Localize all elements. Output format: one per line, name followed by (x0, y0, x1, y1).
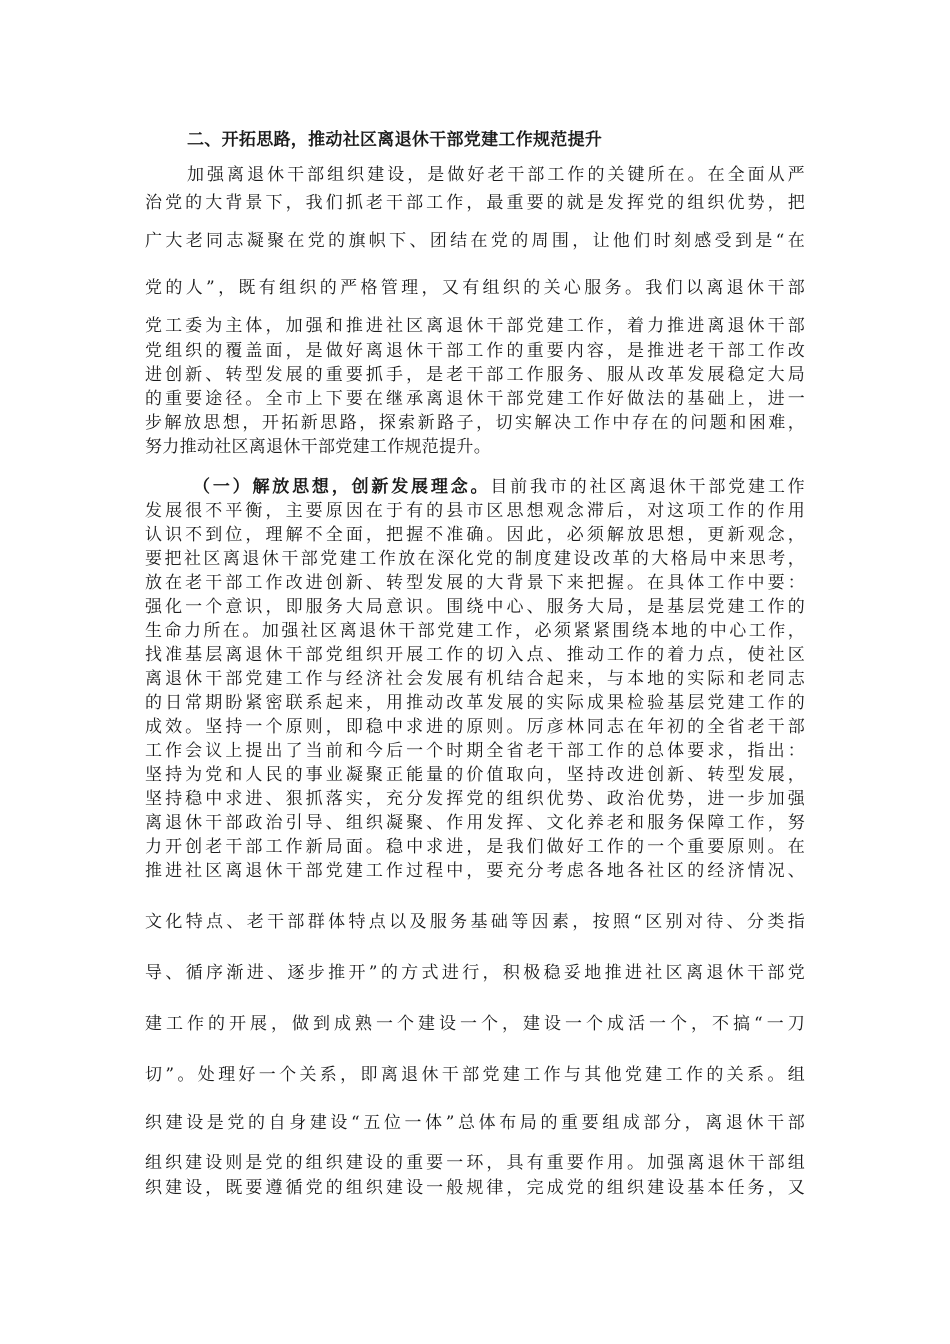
paragraph-line: 广大老同志凝聚在党的旗帜下、团结在党的周围，让他们时刻感受到是“在 (145, 231, 805, 251)
paragraph-text: 目前我市的社区离退休干部党建工作 (490, 477, 805, 497)
paragraph-line: 的重要途径。全市上下要在继承离退休干部党建工作好做法的基础上，进一 (145, 389, 805, 409)
paragraph-line: 成效。坚持一个原则，即稳中求进的原则。厉彦林同志在年初的全省老干部 (145, 717, 805, 737)
paragraph-line: 党工委为主体，加强和推进社区离退休干部党建工作，着力推进离退休干部 (145, 316, 805, 336)
paragraph-line: 生命力所在。加强社区离退休干部党建工作，必须紧紧围绕本地的中心工作， (145, 621, 805, 641)
paragraph-line: 认识不到位，理解不全面，把握不准确。因此，必须解放思想，更新观念， (145, 525, 805, 545)
paragraph-line: 织建设是党的自身建设“五位一体”总体布局的重要组成部分，离退休干部 (145, 1113, 805, 1133)
paragraph-line: 推进社区离退休干部党建工作过程中，要充分考虑各地各社区的经济情况、 (145, 861, 805, 881)
paragraph-line: 建工作的开展，做到成熟一个建设一个，建设一个成活一个，不搞“一刀 (145, 1014, 805, 1034)
paragraph-line: 治党的大背景下，我们抓老干部工作，最重要的就是发挥党的组织优势，把 (145, 193, 805, 213)
paragraph-line: 工作会议上提出了当前和今后一个时期全省老干部工作的总体要求，指出： (145, 741, 805, 761)
paragraph-line: 组织建设则是党的组织建设的重要一环，具有重要作用。加强离退休干部组 (145, 1153, 805, 1173)
subsection-heading: （一）解放思想，创新发展理念。 (193, 477, 491, 497)
paragraph-line: 离退休干部党建工作与经济社会发展有机结合起来，与本地的实际和老同志 (145, 669, 805, 689)
paragraph-line: 切”。处理好一个关系，即离退休干部党建工作与其他党建工作的关系。组 (145, 1065, 805, 1085)
paragraph-line: 文化特点、老干部群体特点以及服务基础等因素，按照“区别对待、分类指 (145, 912, 805, 932)
paragraph-line: 坚持稳中求进、狠抓落实，充分发挥党的组织优势、政治优势，进一步加强 (145, 789, 805, 809)
paragraph-line: 坚持为党和人民的事业凝聚正能量的价值取向，坚持改进创新、转型发展， (145, 765, 805, 785)
paragraph-line: 导、循序渐进、逐步推开”的方式进行，积极稳妥地推进社区离退休干部党 (145, 963, 805, 983)
paragraph-line: 步解放思想，开拓新思路，探索新路子，切实解决工作中存在的问题和困难， (145, 413, 805, 433)
paragraph-line: 放在老干部工作改进创新、转型发展的大背景下来把握。在具体工作中要： (145, 573, 805, 593)
paragraph-line: 发展很不平衡，主要原因在于有的县市区思想观念滞后，对这项工作的作用 (145, 501, 805, 521)
subsection-first-line (145, 474, 805, 500)
section-heading: 二、开拓思路，推动社区离退休干部党建工作规范提升 (187, 130, 603, 150)
paragraph-line: 党组织的覆盖面，是做好离退休干部工作的重要内容，是推进老干部工作改 (145, 341, 805, 361)
paragraph-line: 离退休干部政治引导、组织凝聚、作用发挥、文化养老和服务保障工作，努 (145, 813, 805, 833)
paragraph-line: 加强离退休干部组织建设，是做好老干部工作的关键所在。在全面从严 (187, 165, 805, 185)
paragraph-line: 找准基层离退休干部党组织开展工作的切入点、推动工作的着力点，使社区 (145, 645, 805, 665)
paragraph-line: 党的人”，既有组织的严格管理，又有组织的关心服务。我们以离退休干部 (145, 278, 805, 298)
paragraph-line: 强化一个意识，即服务大局意识。围绕中心、服务大局，是基层党建工作的 (145, 597, 805, 617)
paragraph-line: 织建设，既要遵循党的组织建设一般规律，完成党的组织建设基本任务，又 (145, 1178, 805, 1198)
paragraph-line: 的日常期盼紧密联系起来，用推动改革发展的实际成果检验基层党建工作的 (145, 693, 805, 713)
paragraph-line: 要把社区离退休干部党建工作放在深化党的制度建设改革的大格局中来思考， (145, 549, 805, 569)
paragraph-line: 努力推动社区离退休干部党建工作规范提升。 (145, 437, 491, 457)
paragraph-line: 进创新、转型发展的重要抓手，是老干部工作服务、服从改革发展稳定大局 (145, 365, 805, 385)
paragraph-line: 力开创老干部工作新局面。稳中求进，是我们做好工作的一个重要原则。在 (145, 837, 805, 857)
